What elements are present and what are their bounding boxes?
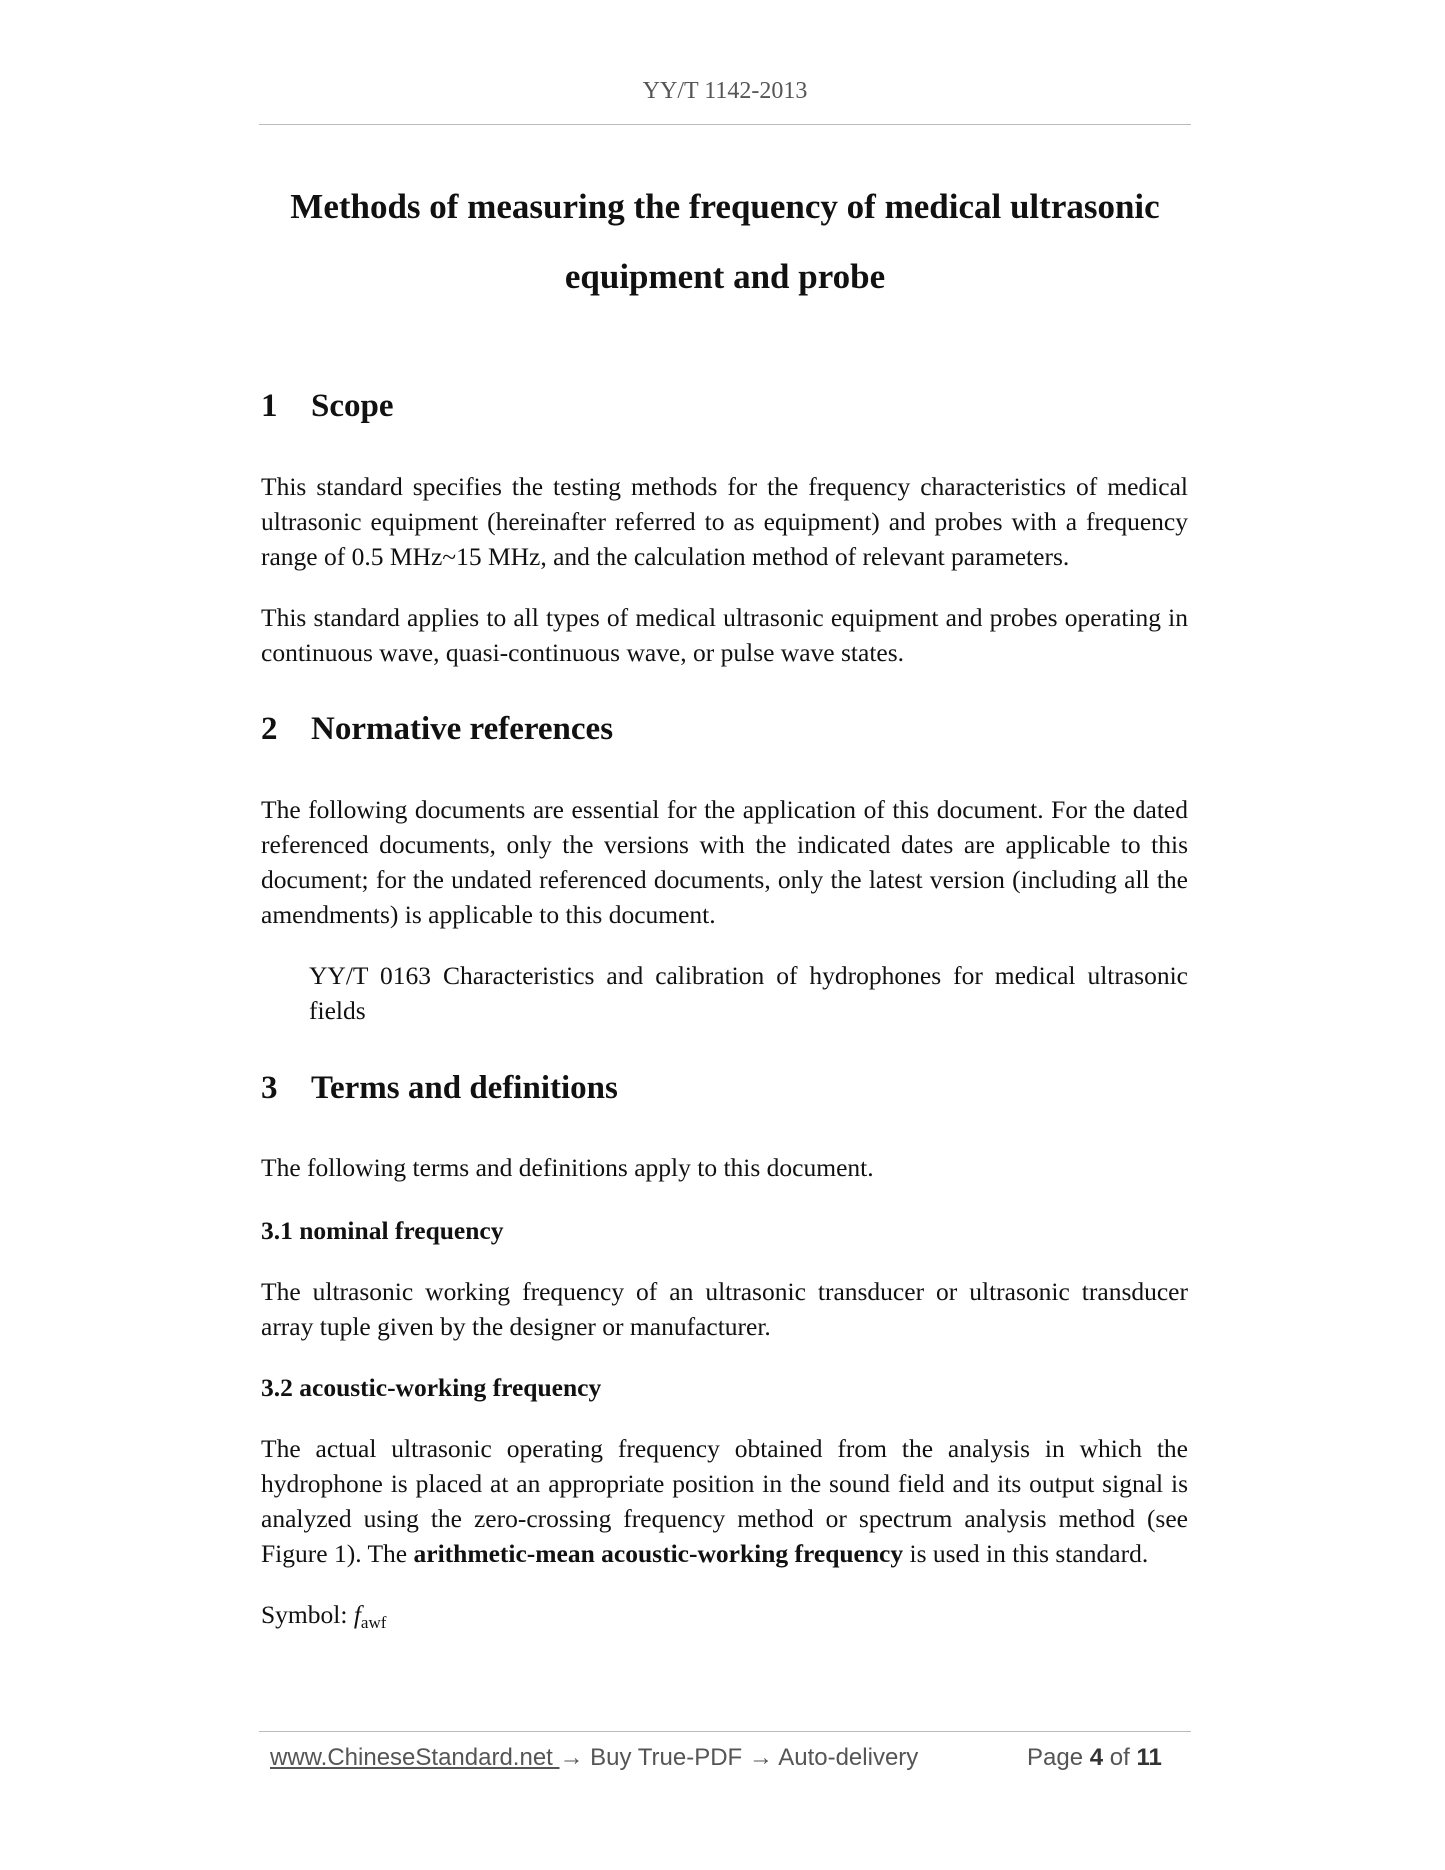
page-number: 4	[1089, 1744, 1104, 1771]
term-3-1-definition: The ultrasonic working frequency of an ultrasonic transducer or ultrasonic transducer array tuple given by the designer or manufacturer.	[261, 1277, 1188, 1341]
section-3-heading	[261, 1070, 618, 1107]
page-label: Page	[1027, 1744, 1090, 1771]
footer-site-link[interactable]: www.ChineseStandard.net	[270, 1744, 560, 1771]
footer-buy-text: Buy True-PDF	[583, 1744, 749, 1771]
title-line-1: Methods of measuring the frequency of medical ultrasonic	[290, 187, 1160, 226]
page-of-label: of	[1103, 1744, 1137, 1771]
symbol-line	[261, 1597, 1188, 1640]
footer-divider	[259, 1731, 1191, 1732]
normative-paragraph: The following documents are essential for the application of this document. For the dated referenced documents, only the versions with the indicated dates are applicable to this document; for the undated referenced documents, only the latest version (including all the amendments) is applicable to this document.	[261, 795, 1188, 929]
term-3-1-heading: 3.1 nominal frequency	[261, 1216, 504, 1245]
reference-item: YY/T 0163 Characteristics and calibration of hydrophones for medical ultrasonic fields	[309, 961, 1188, 1025]
header-divider	[259, 124, 1191, 125]
section-1-number: 1	[261, 388, 278, 424]
symbol-subscript: awf	[360, 1613, 387, 1632]
arrow-icon: →	[748, 1744, 773, 1771]
term-3-2-heading: 3.2 acoustic-working frequency	[261, 1373, 602, 1402]
symbol-label: Symbol:	[261, 1600, 354, 1629]
arrow-icon: →	[559, 1744, 584, 1771]
term-3-2-text-a: The actual ultrasonic operating frequency obtained from the analysis in which the hydrophone is placed at an appropriate position in the sound field and its output signal is analyzed using the zero-crossing frequency method or spectrum analysis method (see Figure 1). The	[261, 1434, 1188, 1568]
footer-delivery-text: Auto-delivery	[772, 1744, 919, 1771]
section-1-title: Scope	[311, 388, 394, 424]
term-3-2-emphasis: arithmetic-mean acoustic-working frequency	[413, 1539, 904, 1568]
section-2-heading	[261, 711, 613, 748]
page-total: 11	[1136, 1744, 1162, 1771]
page-title	[259, 172, 1191, 312]
footer-promo	[270, 1744, 918, 1772]
header-standard-code: YY/T 1142-2013	[642, 78, 808, 104]
section-1-heading	[261, 388, 394, 425]
section-3-title: Terms and definitions	[311, 1070, 618, 1106]
section-2-title: Normative references	[311, 711, 614, 747]
footer-page-indicator	[1027, 1744, 1162, 1772]
symbol-f: f	[353, 1600, 361, 1629]
section-2-number: 2	[261, 711, 278, 747]
terms-intro: The following terms and definitions apply to this document.	[261, 1153, 874, 1182]
title-line-2: equipment and probe	[564, 257, 886, 296]
scope-paragraph-2: This standard applies to all types of medical ultrasonic equipment and probes operating in continuous wave, quasi-continuous wave, or pulse wave states.	[261, 603, 1188, 667]
scope-paragraph-1: This standard specifies the testing methods for the frequency characteristics of medical ultrasonic equipment (hereinafter referred to as equipment) and probes with a frequency range of 0.5 MHz~15 MHz, and the calculation method of relevant parameters.	[261, 472, 1188, 571]
section-3-number: 3	[261, 1070, 278, 1106]
term-3-2-text-b: is used in this standard.	[903, 1539, 1149, 1568]
term-3-2-definition	[261, 1431, 1188, 1571]
